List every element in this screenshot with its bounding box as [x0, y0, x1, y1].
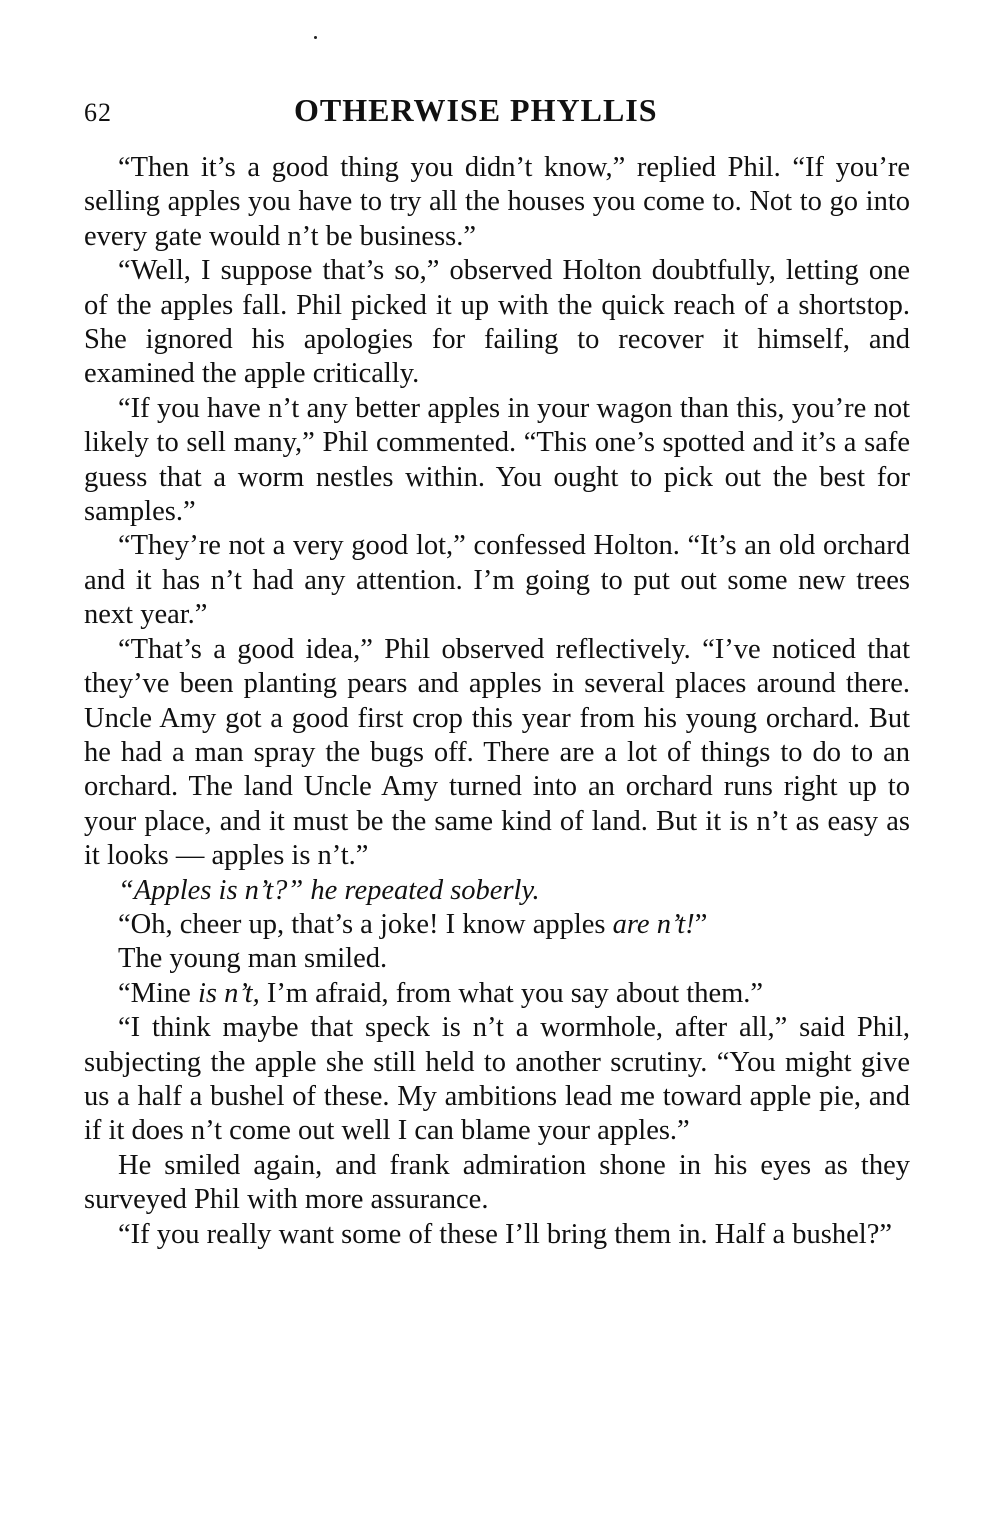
running-title: OTHERWISE PHYLLIS [294, 92, 658, 128]
page-number: 62 [84, 98, 112, 127]
paragraph-5: “That’s a good idea,” Phil observed reflectively. “I’ve noticed that they’ve been planting pears and apples in several places around there. Uncle Amy got a good first crop this year from his young orchard. But he had a man spray the bugs off. There are a lot of things to do to an orchard. The land Uncle Amy turned into an orchard runs right up to your place, and it must be the same kind of land. But it is n’t as easy as it looks — apples is n’t.” [84, 633, 910, 872]
paragraph-2: “Well, I suppose that’s so,” observed Holton doubtfully, letting one of the apples fall. Phil picked it up with the quick reach of a shortstop. She ignored his apologies for failing to recover it himself, and examined the apple critically. [84, 255, 910, 390]
paragraph-12: “If you really want some of these I’ll bring them in. Half a bushel?” [118, 1218, 892, 1250]
paragraph-9 [84, 977, 910, 1011]
paragraph-11: He smiled again, and frank admiration shone in his eyes as they surveyed Phil with more assurance. [84, 1149, 910, 1216]
paragraph-8: The young man smiled. [118, 943, 388, 975]
paragraph-9-after: I’m afraid, from what you say about them.” [259, 977, 764, 1009]
paragraph-1: “Then it’s a good thing you didn’t know,” replied Phil. “If you’re selling apples you have to try all the houses you come to. Not to go into every gate would n’t be business.” [84, 152, 910, 252]
paragraph-6 [84, 874, 910, 908]
paragraph-7 [84, 908, 910, 942]
paragraph-3: “If you have n’t any better apples in your wagon than this, you’re not likely to sell many,” Phil commented. “This one’s spotted and it’s a safe guess that a worm nestles within. You ought to pick out the best for samples.” [84, 392, 910, 528]
paragraph-7-italic: are n’t! [612, 908, 695, 940]
print-speck [314, 36, 317, 39]
paragraph-7-before: “Oh, cheer up, that’s a joke! I know apples [118, 908, 613, 940]
page-header [84, 92, 914, 140]
body-text [84, 151, 910, 1252]
paragraph-4: “They’re not a very good lot,” confessed Holton. “It’s an old orchard and it has n’t had any attention. I’m going to put out some new trees next year.” [84, 530, 910, 631]
paragraph-9-italic: is n’t, [197, 977, 260, 1009]
paragraph-6-text: “Apples is n’t?” he repeated soberly. [118, 874, 540, 906]
paragraph-10: “I think maybe that speck is n’t a wormhole, after all,” said Phil, subjecting the apple she still held to another scrutiny. “You might give us a half a bushel of these. My ambitions lead me toward apple pie, and if it does n’t come out well I can blame your apples.” [84, 1012, 910, 1147]
paragraph-7-after: ” [694, 908, 708, 940]
paragraph-9-before: “Mine [118, 977, 198, 1009]
